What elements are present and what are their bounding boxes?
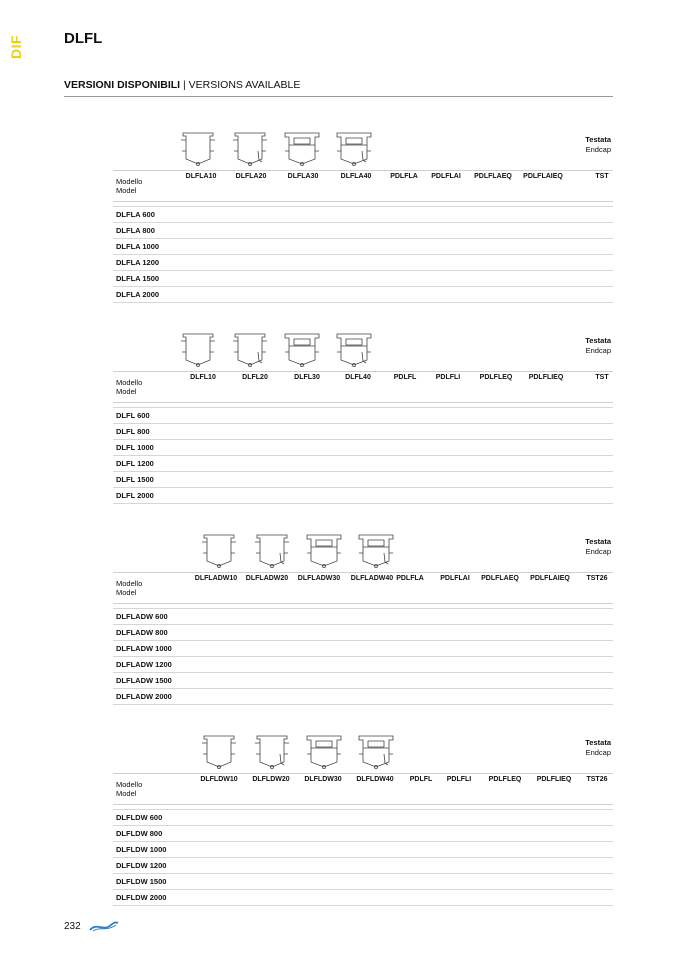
column-header: PDLFLI [446, 776, 472, 783]
column-header: TST [595, 374, 609, 381]
table-row: DLFLDW 1000 [113, 842, 613, 858]
page-number: 232 [64, 921, 81, 932]
brand-wave-logo [89, 919, 119, 933]
column-header: PDLFLA [390, 173, 418, 180]
endcap-label-english: Endcap [585, 145, 611, 154]
profile-section-icon [332, 131, 376, 167]
column-header: DLFL20 [242, 374, 268, 381]
table-row: DLFLADW 800 [113, 625, 613, 641]
profile-section-icon [332, 332, 376, 368]
table-row: DLFLA 1200 [113, 255, 613, 271]
column-header: PDLFLAI [440, 575, 470, 582]
table-header-row [113, 773, 613, 805]
column-header: TST26 [586, 776, 608, 783]
table-row: DLFLADW 1000 [113, 641, 613, 657]
profile-section-icon [197, 533, 241, 569]
column-header: DLFLDW20 [252, 776, 290, 783]
profile-section-icon [176, 332, 220, 368]
endcap-label-italian: Testata [585, 537, 611, 546]
endcap-label [585, 537, 611, 557]
model-column-label [116, 780, 142, 798]
model-label-english: Model [116, 588, 137, 597]
profile-section-icon [228, 332, 272, 368]
column-header: DLFLADW20 [245, 575, 289, 582]
profile-section-icon [302, 734, 346, 770]
table-row: DLFLDW 1500 [113, 874, 613, 890]
column-header: PDLFLIEQ [536, 776, 572, 783]
column-header: DLFL30 [294, 374, 320, 381]
table-header-row [113, 170, 613, 202]
table-row: DLFL 800 [113, 424, 613, 440]
profile-section-icon [250, 533, 294, 569]
column-header: PDLFL [409, 776, 433, 783]
model-column-label [116, 579, 142, 597]
profile-section-icon [354, 533, 398, 569]
column-header: DLFLADW40 [350, 575, 394, 582]
model-label-italian: Modello [116, 177, 143, 186]
table-row: DLFLADW 1500 [113, 673, 613, 689]
section-heading-italian: VERSIONI DISPONIBILI [64, 79, 181, 91]
table-row: DLFLA 1500 [113, 271, 613, 287]
versions-table [113, 332, 613, 504]
column-header: PDLFLAIEQ [523, 173, 563, 180]
profile-section-icon [280, 131, 324, 167]
table-row: DLFLADW 1200 [113, 657, 613, 673]
versions-table [113, 131, 613, 303]
column-header: DLFLA20 [235, 173, 267, 180]
column-header: TST26 [586, 575, 608, 582]
column-header: PDLFLEQ [488, 776, 522, 783]
column-header: PDLFLAI [431, 173, 461, 180]
column-header: DLFLADW10 [194, 575, 238, 582]
model-label-english: Model [116, 186, 137, 195]
table-row: DLFLADW 2000 [113, 689, 613, 705]
profile-section-icon [354, 734, 398, 770]
model-label-english: Model [116, 387, 137, 396]
model-column-label [116, 177, 142, 195]
model-label-italian: Modello [116, 579, 143, 588]
endcap-label [585, 738, 611, 758]
table-rows [113, 206, 613, 303]
model-label-english: Model [116, 789, 137, 798]
column-header: DLFL40 [345, 374, 371, 381]
table-row: DLFLA 600 [113, 206, 613, 223]
profile-icons-row [113, 332, 613, 368]
column-header: DLFLDW10 [200, 776, 238, 783]
column-header: PDLFLEQ [479, 374, 513, 381]
column-header: DLFLA40 [340, 173, 372, 180]
column-header: PDLFL [393, 374, 417, 381]
profile-section-icon [176, 131, 220, 167]
table-row: DLFL 1500 [113, 472, 613, 488]
table-header-row [113, 572, 613, 604]
table-row: DLFL 600 [113, 407, 613, 424]
table-row: DLFLDW 1200 [113, 858, 613, 874]
endcap-label-italian: Testata [585, 135, 611, 144]
table-row: DLFL 1200 [113, 456, 613, 472]
profile-icons-row [113, 131, 613, 167]
endcap-label-italian: Testata [585, 336, 611, 345]
column-header: PDLFLA [396, 575, 424, 582]
model-label-italian: Modello [116, 378, 143, 387]
endcap-label [585, 336, 611, 356]
column-header: PDLFLAIEQ [530, 575, 570, 582]
category-tab: DIF [8, 34, 24, 60]
table-row: DLFL 1000 [113, 440, 613, 456]
table-rows [113, 809, 613, 906]
profile-section-icon [250, 734, 294, 770]
table-row: DLFLDW 2000 [113, 890, 613, 906]
endcap-label [585, 135, 611, 155]
table-row: DLFLA 800 [113, 223, 613, 239]
table-row: DLFLDW 600 [113, 809, 613, 826]
page-title: DLFL [64, 30, 103, 47]
profile-icons-row [113, 734, 613, 770]
endcap-label-italian: Testata [585, 738, 611, 747]
column-header: DLFLDW30 [304, 776, 342, 783]
endcap-label-english: Endcap [585, 547, 611, 556]
section-heading-separator: | [180, 79, 189, 91]
profile-icons-row [113, 533, 613, 569]
table-row: DLFLA 1000 [113, 239, 613, 255]
column-header: PDLFLIEQ [528, 374, 564, 381]
table-row: DLFLA 2000 [113, 287, 613, 303]
versions-table [113, 734, 613, 906]
column-header: DLFLADW30 [297, 575, 341, 582]
section-heading [64, 79, 613, 97]
column-header: PDLFLAEQ [474, 173, 512, 180]
profile-section-icon [302, 533, 346, 569]
table-row: DLFL 2000 [113, 488, 613, 504]
column-header: DLFLA10 [185, 173, 217, 180]
column-header: DLFL10 [190, 374, 216, 381]
table-header-row [113, 371, 613, 403]
column-header: PDLFLAEQ [481, 575, 519, 582]
section-heading-english: VERSIONS AVAILABLE [188, 79, 301, 91]
column-header: TST [595, 173, 609, 180]
model-column-label [116, 378, 142, 396]
endcap-label-english: Endcap [585, 748, 611, 757]
profile-section-icon [197, 734, 241, 770]
column-header: DLFLA30 [287, 173, 319, 180]
table-row: DLFLADW 600 [113, 608, 613, 625]
table-rows [113, 608, 613, 705]
table-rows [113, 407, 613, 504]
profile-section-icon [280, 332, 324, 368]
table-row: DLFLDW 800 [113, 826, 613, 842]
column-header: DLFLDW40 [356, 776, 394, 783]
column-header: PDLFLI [435, 374, 461, 381]
model-label-italian: Modello [116, 780, 143, 789]
versions-table [113, 533, 613, 705]
profile-section-icon [228, 131, 272, 167]
endcap-label-english: Endcap [585, 346, 611, 355]
